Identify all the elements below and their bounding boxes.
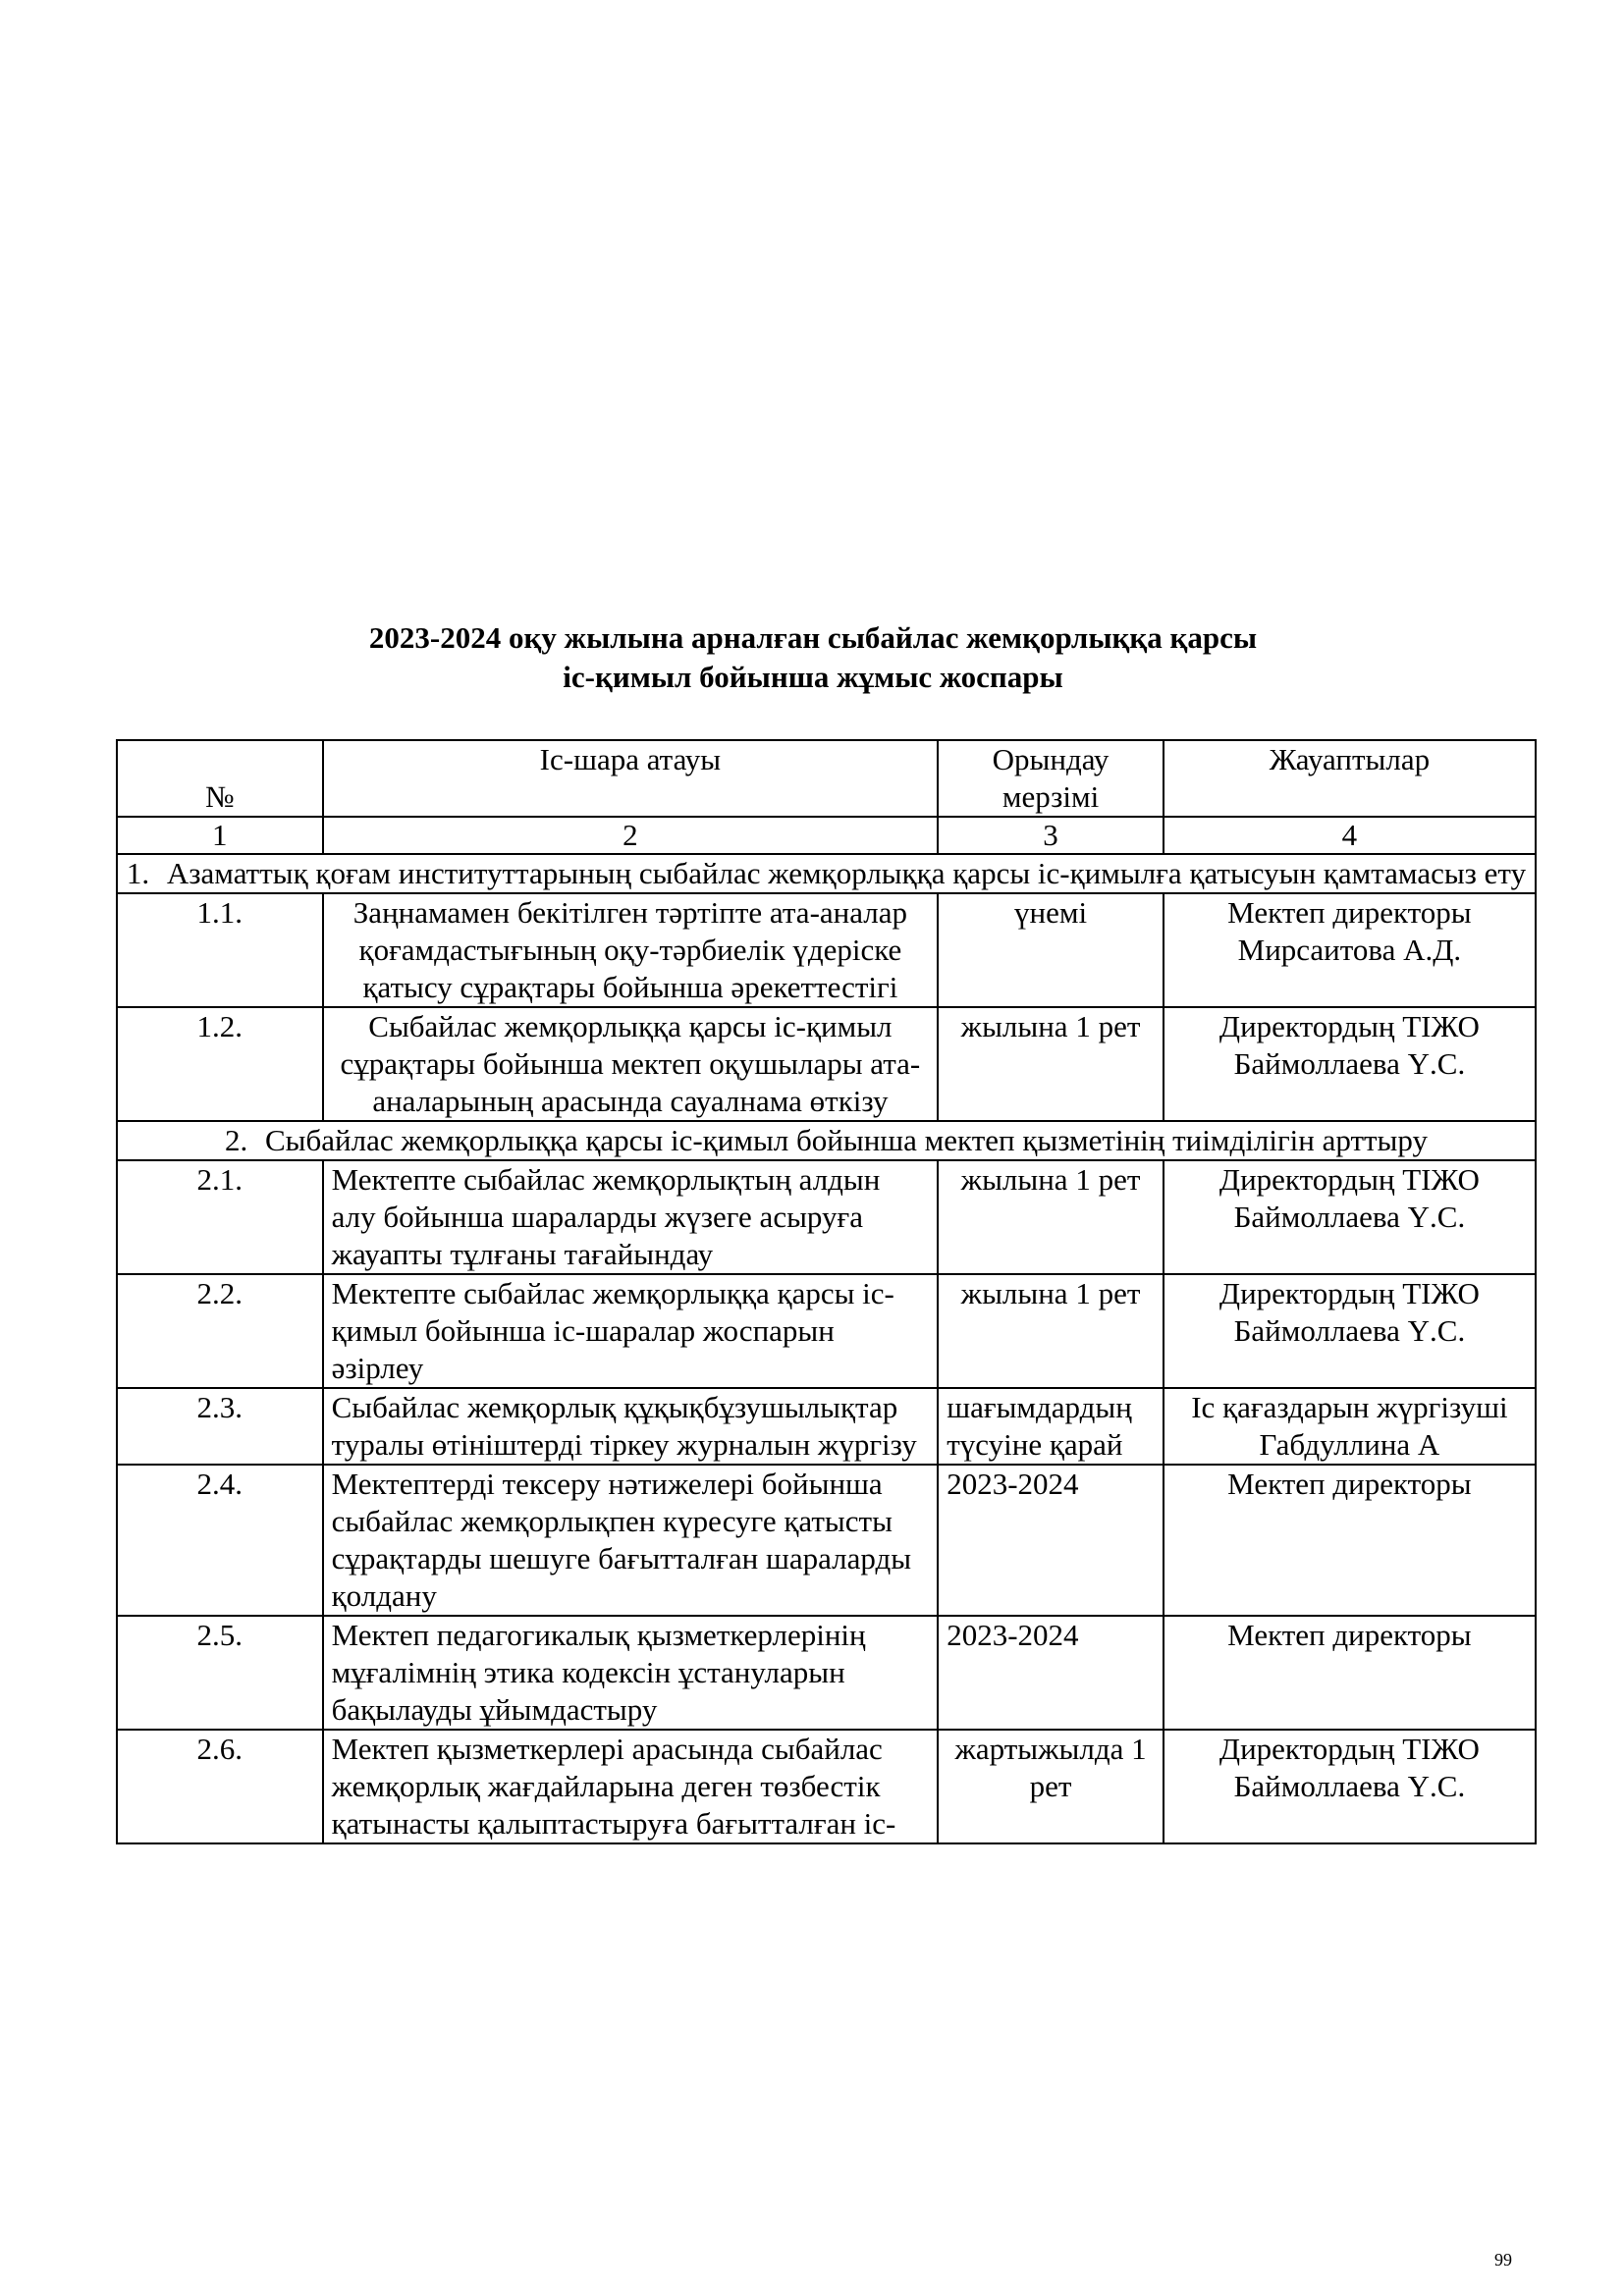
section-number: 2. xyxy=(225,1123,248,1157)
header-event-name: Іс-шара атауы xyxy=(323,740,939,817)
section-heading xyxy=(117,1121,1536,1160)
title-line-1: 2023-2024 оқу жылына арналған сыбайлас жемқорлыққа қарсы xyxy=(368,620,1258,655)
row-event-name: Мектеп педагогикалық қызметкерлерінің мұғалімнің этика кодексін ұстануларын бақылауды ұйымдастыру xyxy=(323,1616,939,1730)
row-event-name: Мектеп қызметкерлері арасында сыбайлас жемқорлық жағдайларына деген төзбестік қатынасты қалыптастыруға бағытталған іс- xyxy=(323,1730,939,1843)
header-term: Орындау мерзімі xyxy=(938,740,1164,817)
row-event-name: Мектепте сыбайлас жемқорлыққа қарсы іс-қимыл бойынша іс-шаралар жоспарын әзірлеу xyxy=(323,1274,939,1388)
title-line-2: іс-қимыл бойынша жұмыс жоспары xyxy=(563,660,1063,694)
column-number: 1 xyxy=(117,817,323,854)
row-term: жартыжылда 1 рет xyxy=(938,1730,1164,1843)
header-number: № xyxy=(117,740,323,817)
table-row xyxy=(117,1274,1536,1388)
row-number: 1.2. xyxy=(117,1007,323,1121)
row-number: 2.6. xyxy=(117,1730,323,1843)
table-row xyxy=(117,1007,1536,1121)
row-term: 2023-2024 xyxy=(938,1616,1164,1730)
column-number: 4 xyxy=(1164,817,1536,854)
section-row xyxy=(117,1121,1536,1160)
row-term: жылына 1 рет xyxy=(938,1274,1164,1388)
row-responsible: Іс қағаздарын жүргізуші Габдуллина А xyxy=(1164,1388,1536,1465)
table-row xyxy=(117,1160,1536,1274)
row-number: 2.2. xyxy=(117,1274,323,1388)
row-event-name: Сыбайлас жемқорлық құқықбұзушылықтар туралы өтініштерді тіркеу журналын жүргізу xyxy=(323,1388,939,1465)
section-title: Сыбайлас жемқорлыққа қарсы іс-қимыл бойынша мектеп қызметінің тиімділігін арттыру xyxy=(265,1123,1428,1157)
row-responsible: Мектеп директоры xyxy=(1164,1465,1536,1616)
header-responsible: Жауаптылар xyxy=(1164,740,1536,817)
section-title: Азаматтық қоғам институттарының сыбайлас жемқорлыққа қарсы іс-қимылға қатысуын қамтамасыз ету xyxy=(166,856,1527,890)
table-row xyxy=(117,1616,1536,1730)
row-term: шағымдардың түсуіне қарай xyxy=(938,1388,1164,1465)
row-event-name: Заңнамамен бекітілген тәртіпте ата-аналар қоғамдастығының оқу-тәрбиелік үдеріске қатысу сұрақтары бойынша әрекеттестігі xyxy=(323,893,939,1007)
row-responsible: Директордың ТІЖО Баймоллаева Ү.С. xyxy=(1164,1730,1536,1843)
row-responsible: Мектеп директоры Мирсаитова А.Д. xyxy=(1164,893,1536,1007)
table-header-row xyxy=(117,740,1536,817)
work-plan-table xyxy=(116,739,1537,1844)
row-term: 2023-2024 xyxy=(938,1465,1164,1616)
section-number: 1. xyxy=(126,856,150,890)
row-number: 1.1. xyxy=(117,893,323,1007)
document-title xyxy=(116,618,1510,697)
row-event-name: Мектептерді тексеру нәтижелері бойынша сыбайлас жемқорлықпен күресуге қатысты сұрақтарды шешуге бағытталған шараларды қолдану xyxy=(323,1465,939,1616)
row-responsible: Мектеп директоры xyxy=(1164,1616,1536,1730)
row-responsible: Директордың ТІЖО Баймоллаева Ү.С. xyxy=(1164,1007,1536,1121)
row-number: 2.1. xyxy=(117,1160,323,1274)
section-heading xyxy=(117,854,1536,893)
row-term: жылына 1 рет xyxy=(938,1007,1164,1121)
table-row xyxy=(117,1465,1536,1616)
table-row xyxy=(117,1388,1536,1465)
row-term: үнемі xyxy=(938,893,1164,1007)
row-event-name: Сыбайлас жемқорлыққа қарсы іс-қимыл сұрақтары бойынша мектеп оқушылары ата-аналарының арасында сауалнама өткізу xyxy=(323,1007,939,1121)
page-number: 99 xyxy=(1494,2250,1512,2269)
column-number: 3 xyxy=(938,817,1164,854)
section-row xyxy=(117,854,1536,893)
row-number: 2.3. xyxy=(117,1388,323,1465)
row-responsible: Директордың ТІЖО Баймоллаева Ү.С. xyxy=(1164,1160,1536,1274)
row-number: 2.5. xyxy=(117,1616,323,1730)
row-event-name: Мектепте сыбайлас жемқорлықтың алдын алу бойынша шараларды жүзеге асыруға жауапты тұлғаны тағайындау xyxy=(323,1160,939,1274)
row-responsible: Директордың ТІЖО Баймоллаева Ү.С. xyxy=(1164,1274,1536,1388)
row-number: 2.4. xyxy=(117,1465,323,1616)
column-number-row xyxy=(117,817,1536,854)
table-row xyxy=(117,893,1536,1007)
column-number: 2 xyxy=(323,817,939,854)
table-row xyxy=(117,1730,1536,1843)
row-term: жылына 1 рет xyxy=(938,1160,1164,1274)
